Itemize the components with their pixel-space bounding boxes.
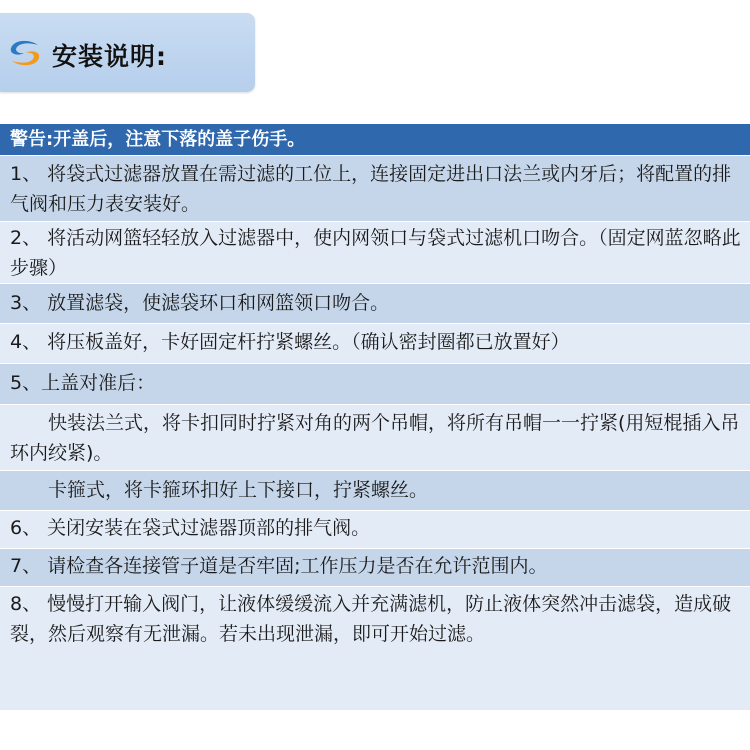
step-8: 8、 慢慢打开输入阀门，让液体缓缓流入并充满滤机，防止液体突然冲击滤袋，造成破裂，然后观察有无泄漏。若未出现泄漏，即可开始过滤。 xyxy=(0,587,750,711)
title-banner xyxy=(0,13,255,92)
step-5: 5、上盖对准后： xyxy=(0,364,750,405)
step-2: 2、 将活动网篮轻轻放入过滤器中，使内网领口与袋式过滤机口吻合。（固定网蓝忽略此步骤） xyxy=(0,222,750,284)
step-7: 7、 请检查各连接管子道是否牢固;工作压力是否在允许范围内。 xyxy=(0,549,750,587)
step-5-clamp: 卡箍式，将卡箍环扣好上下接口，拧紧螺丝。 xyxy=(0,471,750,511)
page-title: 安装说明: xyxy=(52,42,167,71)
step-1: 1、 将袋式过滤器放置在需过滤的工位上，连接固定进出口法兰或内牙后；将配置的排气阀和压力表安装好。 xyxy=(0,156,750,222)
instructions-table xyxy=(0,124,750,711)
warning-row: 警告:开盖后，注意下落的盖子伤手。 xyxy=(0,124,750,156)
step-6: 6、 关闭安装在袋式过滤器顶部的排气阀。 xyxy=(0,511,750,549)
logo-icon xyxy=(8,39,42,67)
step-5-flange: 快装法兰式，将卡扣同时拧紧对角的两个吊帽，将所有吊帽一一拧紧(用短棍插入吊环内绞紧)。 xyxy=(0,405,750,471)
step-4: 4、 将压板盖好，卡好固定杆拧紧螺丝。（确认密封圈都已放置好） xyxy=(0,324,750,364)
step-3: 3、 放置滤袋，使滤袋环口和网篮领口吻合。 xyxy=(0,284,750,324)
